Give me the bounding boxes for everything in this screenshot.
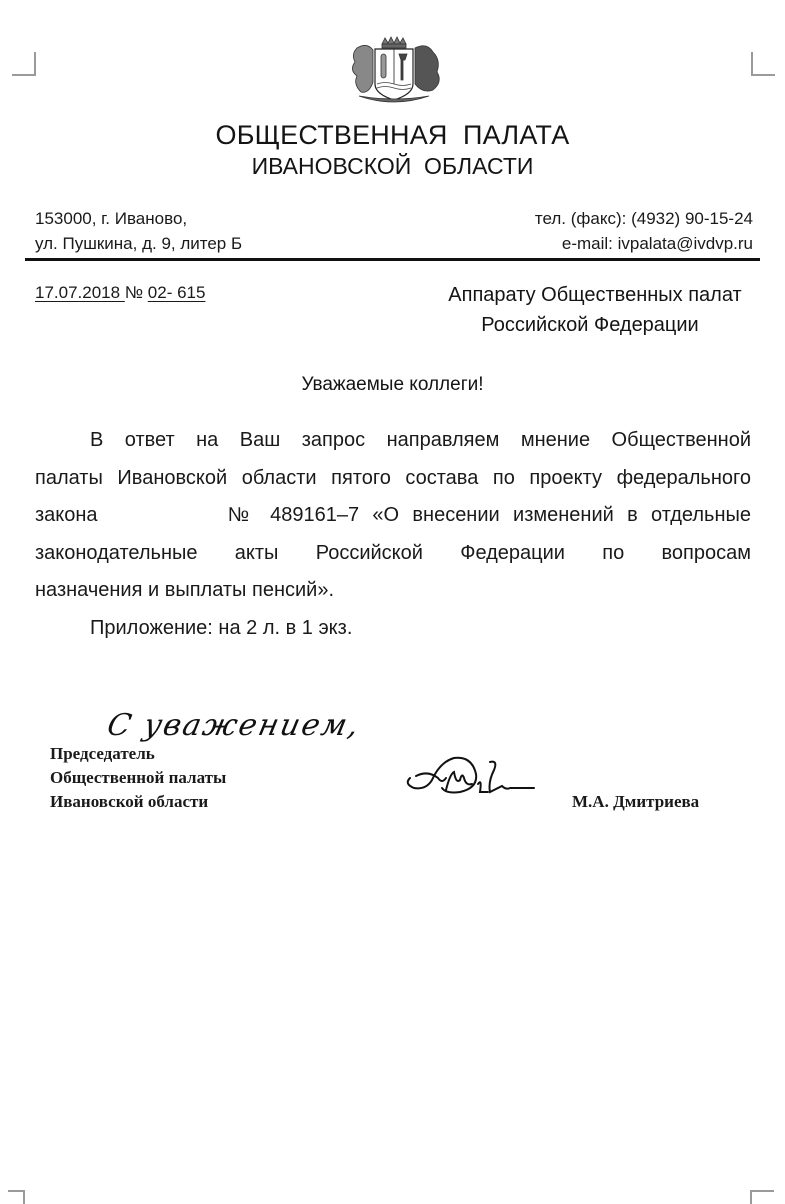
attachment-text: Приложение: на 2 л. в 1 экз.	[90, 616, 353, 639]
crop-mark-top-left	[12, 52, 36, 76]
letter-body	[35, 422, 751, 647]
header-divider	[25, 258, 760, 261]
signer-title-line3: Ивановской области	[50, 792, 209, 811]
body-line-text: В ответ на Ваш запрос направляем мнение Общественной	[90, 429, 751, 451]
coat-of-arms-emblem	[337, 36, 451, 108]
greeting: Уважаемые коллеги!	[301, 374, 484, 395]
body-line-text: № 489161–7 «О внесении изменений в отдельные	[227, 504, 751, 526]
body-line	[35, 572, 751, 610]
body-line-text: назначения и выплаты пенсий».	[35, 579, 335, 601]
reference-number: 02- 615	[147, 283, 206, 302]
crop-mark-top-right	[751, 52, 775, 76]
phone-fax: тел. (факс): (4932) 90-15-24	[534, 209, 753, 228]
addressee-line1: Аппарату Общественных палат	[448, 284, 742, 306]
body-line-text: законодательные акты Российской Федерации по вопросам	[35, 541, 751, 564]
body-line	[35, 497, 751, 535]
org-name-line1: ОБЩЕСТВЕННАЯ ПАЛАТА	[215, 120, 570, 150]
signer-title	[50, 742, 226, 814]
signer-title-line2: Общественной палаты	[50, 768, 227, 787]
outgoing-reference	[35, 283, 205, 303]
signer-title-line1: Председатель	[50, 744, 155, 763]
body-line	[35, 460, 751, 498]
org-name-line2: ИВАНОВСКОЙ ОБЛАСТИ	[251, 153, 534, 179]
handwritten-signature	[402, 748, 537, 810]
crop-mark-bottom-left	[8, 1190, 25, 1204]
body-line	[35, 535, 751, 573]
body-line-text: закона	[35, 504, 98, 526]
crop-mark-bottom-right	[750, 1190, 774, 1204]
email-contact: e-mail: ivpalata@ivdvp.ru	[561, 234, 753, 253]
address-line2: ул. Пушкина, д. 9, литер Б	[35, 234, 243, 253]
attachment-note	[35, 610, 751, 648]
signer-name: М.А. Дмитриева	[572, 792, 700, 811]
handwritten-salutation: С уважением,	[104, 708, 364, 743]
reference-number-sign: №	[124, 283, 148, 302]
addressee	[400, 280, 785, 340]
body-line-text: палаты Ивановской области пятого состава по проекту федерального	[35, 466, 751, 489]
addressee-line2: Российской Федерации	[481, 314, 699, 336]
reference-date: 17.07.2018	[35, 283, 125, 302]
address-line1: 153000, г. Иваново,	[35, 209, 188, 228]
body-line	[35, 422, 751, 460]
